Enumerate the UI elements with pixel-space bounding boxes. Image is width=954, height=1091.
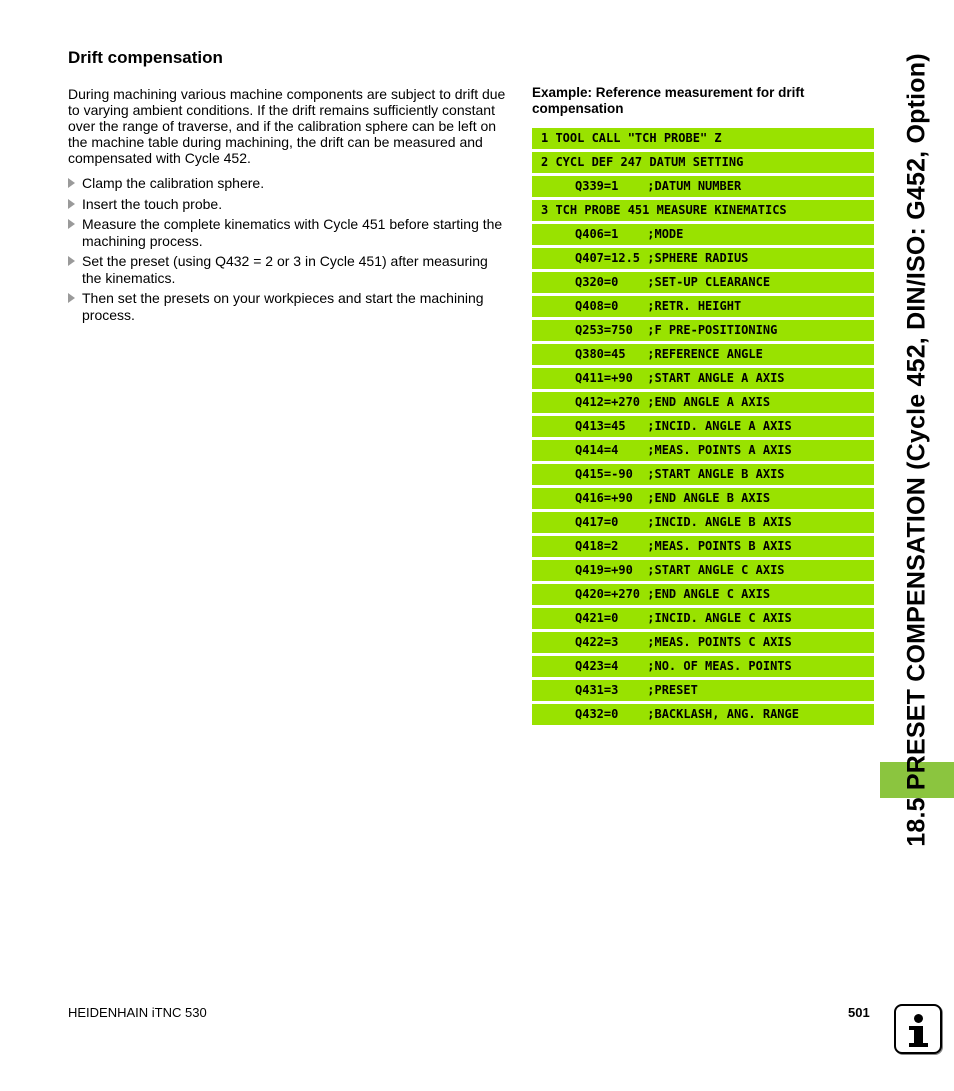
section-title: Drift compensation [68,48,223,67]
nc-line: Q320=0 ;SET-UP CLEARANCE [532,272,874,293]
example-caption: Example: Reference measurement for drift compensation [532,85,805,116]
nc-line: Q420=+270 ;END ANGLE C AXIS [532,584,874,605]
steps-list [68,175,508,327]
nc-line: Q411=+90 ;START ANGLE A AXIS [532,368,874,389]
nc-line: Q416=+90 ;END ANGLE B AXIS [532,488,874,509]
nc-line: Q380=45 ;REFERENCE ANGLE [532,344,874,365]
step-text: Insert the touch probe. [82,195,223,212]
nc-line: Q253=750 ;F PRE-POSITIONING [532,320,874,341]
triangle-bullet-icon [68,178,75,188]
step-item [68,290,508,323]
nc-line: Q339=1 ;DATUM NUMBER [532,176,874,197]
nc-line: Q412=+270 ;END ANGLE A AXIS [532,392,874,413]
nc-line: 1 TOOL CALL "TCH PROBE" Z [532,128,874,149]
nc-line: Q418=2 ;MEAS. POINTS B AXIS [532,536,874,557]
chapter-heading-text: 18.5 PRESET COMPENSATION (Cycle 452, DIN/ISO: G452, Option) [902,53,931,847]
nc-line: Q413=45 ;INCID. ANGLE A AXIS [532,416,874,437]
step-text: Clamp the calibration sphere. [82,175,265,191]
nc-line: Q408=0 ;RETR. HEIGHT [532,296,874,317]
nc-line: Q432=0 ;BACKLASH, ANG. RANGE [532,704,874,725]
nc-line: Q406=1 ;MODE [532,224,874,245]
nc-line: Q417=0 ;INCID. ANGLE B AXIS [532,512,874,533]
step-text: Then set the presets on your workpieces and start the machining process. [82,290,484,323]
triangle-bullet-icon [68,199,75,209]
nc-line: Q431=3 ;PRESET [532,680,874,701]
nc-line: Q421=0 ;INCID. ANGLE C AXIS [532,608,874,629]
info-icon [894,1004,942,1054]
nc-line: Q407=12.5 ;SPHERE RADIUS [532,248,874,269]
step-text: Set the preset (using Q432 = 2 or 3 in Cycle 451) after measuring the kinematics. [82,253,488,286]
step-item [68,196,508,213]
nc-program-example [532,128,874,728]
step-item [68,216,508,249]
nc-line: Q422=3 ;MEAS. POINTS C AXIS [532,632,874,653]
nc-line: Q423=4 ;NO. OF MEAS. POINTS [532,656,874,677]
page-number: 501 [848,1005,870,1020]
footer-manual-title: HEIDENHAIN iTNC 530 [68,1005,207,1020]
nc-line: 2 CYCL DEF 247 DATUM SETTING [532,152,874,173]
step-item [68,253,508,286]
step-text: Measure the complete kinematics with Cycle 451 before starting the machining process. [82,216,503,249]
triangle-bullet-icon [68,293,75,303]
triangle-bullet-icon [68,219,75,229]
intro-paragraph: During machining various machine components are subject to drift due to varying ambient conditions. If the drift remains sufficiently constant over the range of traverse, and if the calibration sphere can be left on the machine table during machining, the drift can be measured and compensated with Cycle 452. [68,86,506,166]
step-item [68,175,508,192]
nc-line: 3 TCH PROBE 451 MEASURE KINEMATICS [532,200,874,221]
nc-line: Q419=+90 ;START ANGLE C AXIS [532,560,874,581]
nc-line: Q415=-90 ;START ANGLE B AXIS [532,464,874,485]
nc-line: Q414=4 ;MEAS. POINTS A AXIS [532,440,874,461]
triangle-bullet-icon [68,256,75,266]
